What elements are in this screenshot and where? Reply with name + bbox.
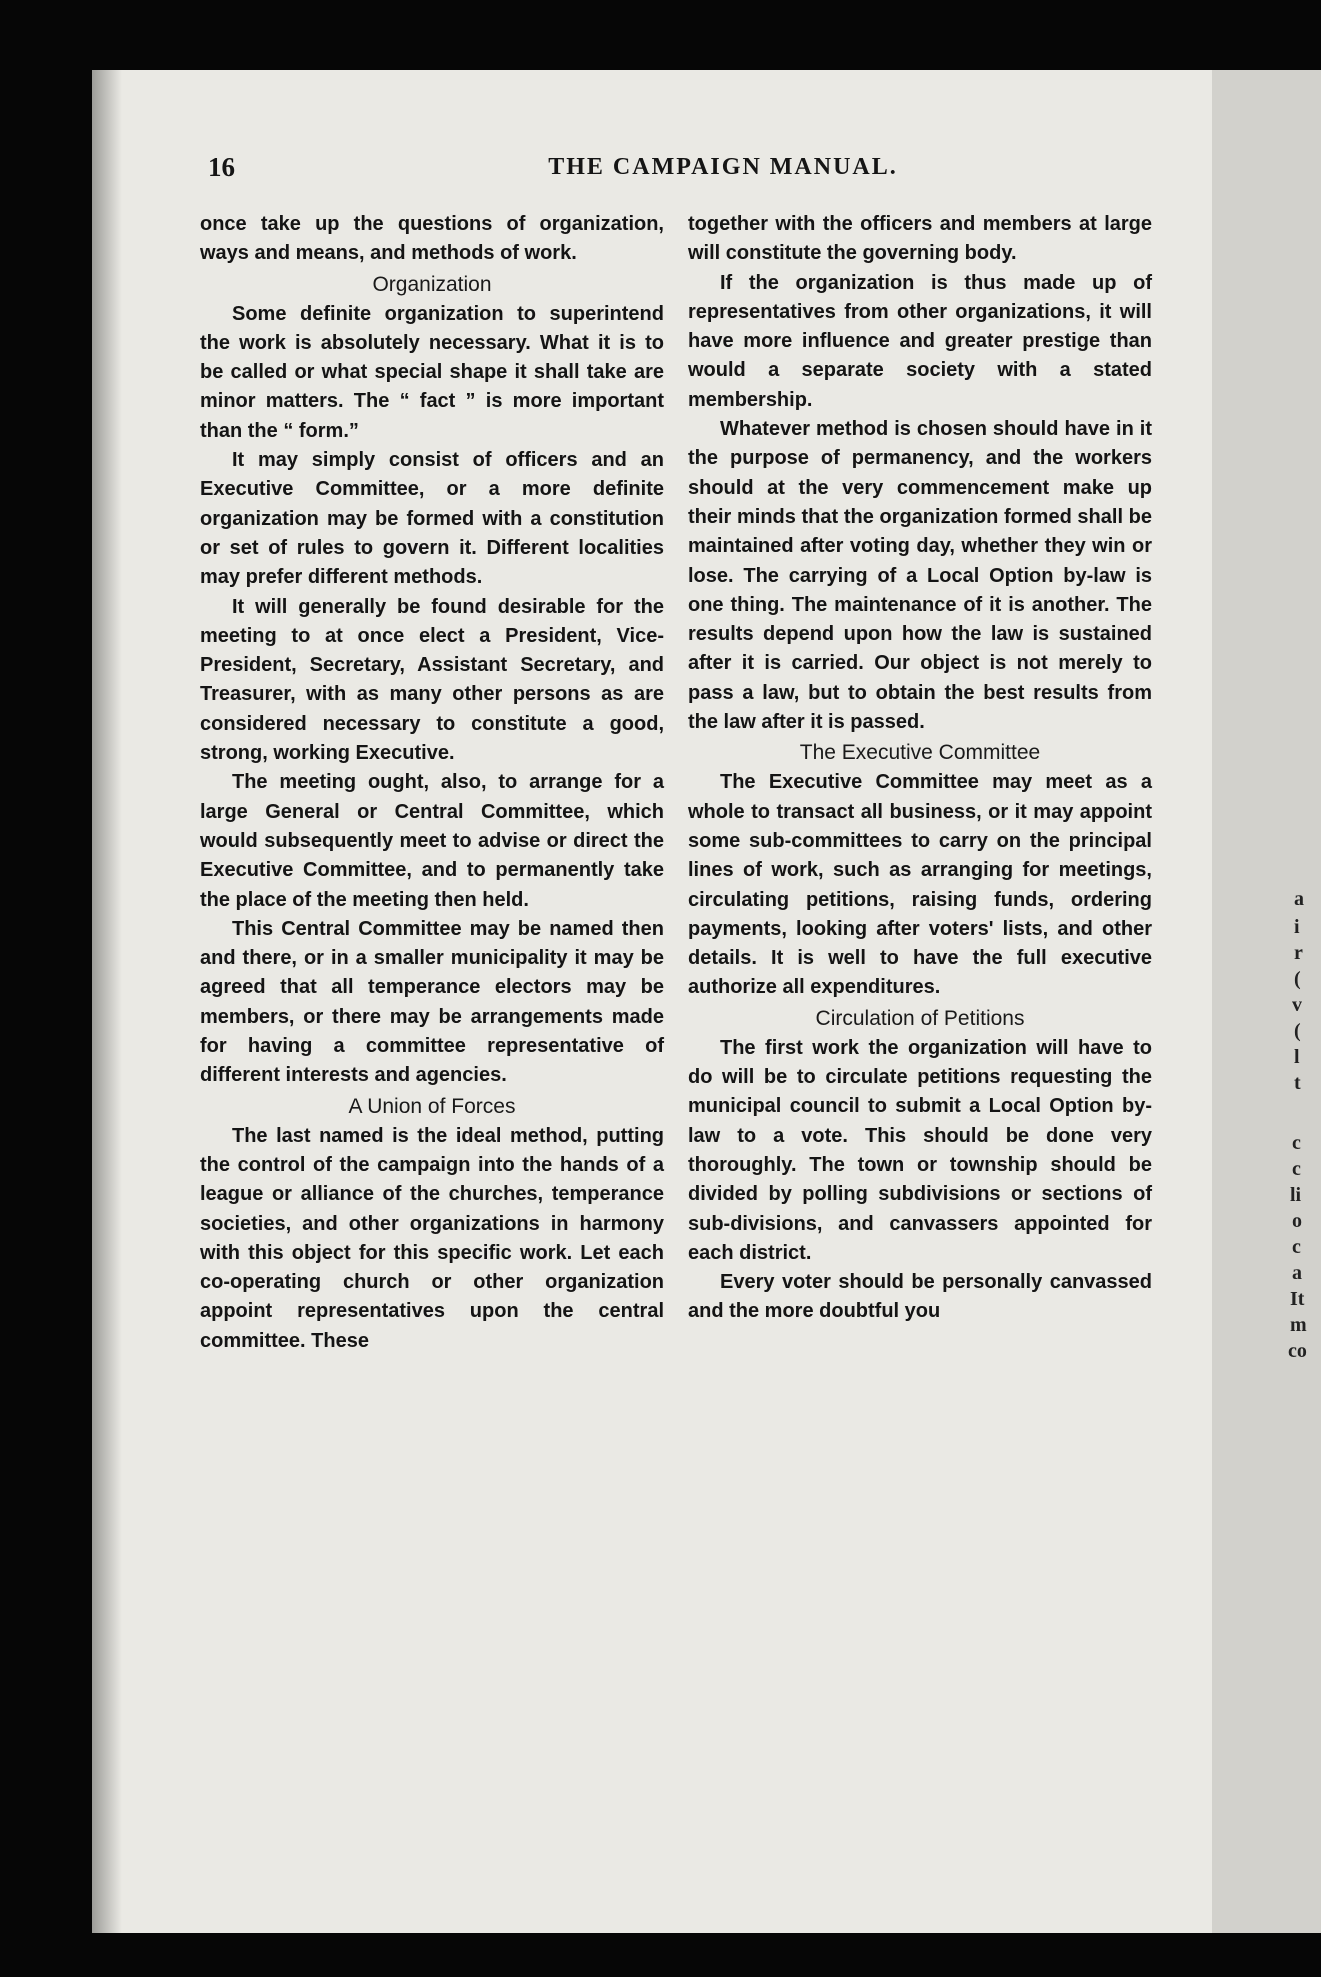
paragraph: The meeting ought, also, to arrange for a large General or Central Committee, which would subsequently meet to advise or direct the Executive Committee, and to permanently take the place of the meeting then held. [200, 771, 664, 911]
left-column [200, 210, 664, 1356]
paragraph: Whatever method is chosen should have in it the purpose of permanency, and the workers should at the very commencement make up their minds that the organization formed shall be maintained after voting day, whether they win or lose. The carrying of a Local Option by-law is one thing. The maintenance of it is another. The results depend upon how the law is sustained after it is carried. Our object is not merely to pass a law, but to obtain the best results from the law after it is passed. [688, 418, 1152, 734]
paragraph: It may simply consist of officers and an Executive Committee, or a more definite organization may be formed with a constitution or set of rules to govern it. Different localities may prefer different methods. [200, 449, 664, 589]
page-number: 16 [208, 152, 235, 182]
section-heading-organization: Organization [372, 272, 492, 296]
page-header [208, 152, 1178, 188]
section-heading-union-of-forces: A Union of Forces [348, 1094, 516, 1118]
paragraph: Some definite organization to superintend the work is absolutely necessary. What it is to be called or what special shape it shall take are minor matters. The “ fact ” is more important than the “ form.” [200, 302, 664, 442]
facing-page-fragment: m [1290, 1314, 1307, 1336]
facing-page-fragment: a [1292, 1262, 1302, 1284]
right-column [688, 210, 1152, 1327]
paragraph: It will generally be found desirable for the meeting to at once elect a President, Vice-President, Secretary, Assistant Secretary, and Treasurer, with as many other persons as are considered necessary to constitute a good, strong, working Executive. [200, 595, 664, 765]
paragraph: The Executive Committee may meet as a whole to transact all business, or it may appoint some sub-committees to carry on the principal lines of work, such as arranging for meetings, circulating petitions, raising funds, ordering payments, looking after voters' lists, and other details. It is well to have the full executive authorize all expenditures. [688, 771, 1152, 999]
paragraph: together with the officers and members at large will constitute the governing body. [688, 213, 1152, 265]
facing-page-fragment: v [1292, 994, 1302, 1016]
paragraph: The first work the organization will have to do will be to circulate petitions requesting the municipal council to submit a Local Option by-law to a vote. This should be done very thoroughly. The town or township should be divided by polling subdivisions or sections of sub-divisions, and canvassers appointed for each district. [688, 1036, 1152, 1264]
paragraph: This Central Committee may be named then and there, or in a smaller municipality it may be agreed that all temperance electors may be members, or there may be arrangements made for having a committee representative of different interests and agencies. [200, 917, 664, 1087]
facing-page-fragment: ( [1294, 1020, 1301, 1042]
facing-page-fragment: li [1290, 1184, 1302, 1206]
facing-page-fragment: t [1294, 1072, 1301, 1094]
facing-page-fragment: i [1294, 916, 1300, 938]
running-title: THE CAMPAIGN MANUAL. [548, 154, 898, 180]
facing-page-fragment: c [1292, 1236, 1301, 1258]
paragraph: If the organization is thus made up of representatives from other organizations, it will have more influence and greater prestige than would a separate society with a stated membership. [688, 271, 1152, 411]
facing-page-fragment: ( [1294, 968, 1301, 990]
page-gutter-shadow [92, 70, 122, 1933]
facing-page-fragment: r [1294, 942, 1303, 964]
facing-page-fragment: o [1292, 1210, 1302, 1232]
facing-page-edge [1212, 70, 1321, 1933]
facing-page-fragment: c [1292, 1132, 1301, 1154]
section-heading-executive-committee: The Executive Committee [799, 741, 1041, 765]
facing-page-fragment: It [1290, 1288, 1305, 1310]
paragraph: Every voter should be personally canvassed and the more doubtful you [688, 1271, 1152, 1323]
section-heading-circulation-of-petitions: Circulation of Petitions [815, 1006, 1025, 1030]
facing-page-fragment: a [1294, 888, 1304, 910]
paragraph: once take up the questions of organization, ways and means, and methods of work. [200, 213, 664, 265]
paragraph: The last named is the ideal method, putting the control of the campaign into the hands of a league or alliance of the churches, temperance societies, and other organizations in harmony with this object for this specific work. Let each co-operating church or other organization appoint representatives upon the central committee. These [200, 1124, 664, 1352]
facing-page-fragment: l [1294, 1046, 1300, 1068]
facing-page-fragment: c [1292, 1158, 1301, 1180]
facing-page-fragment: co [1288, 1340, 1307, 1362]
